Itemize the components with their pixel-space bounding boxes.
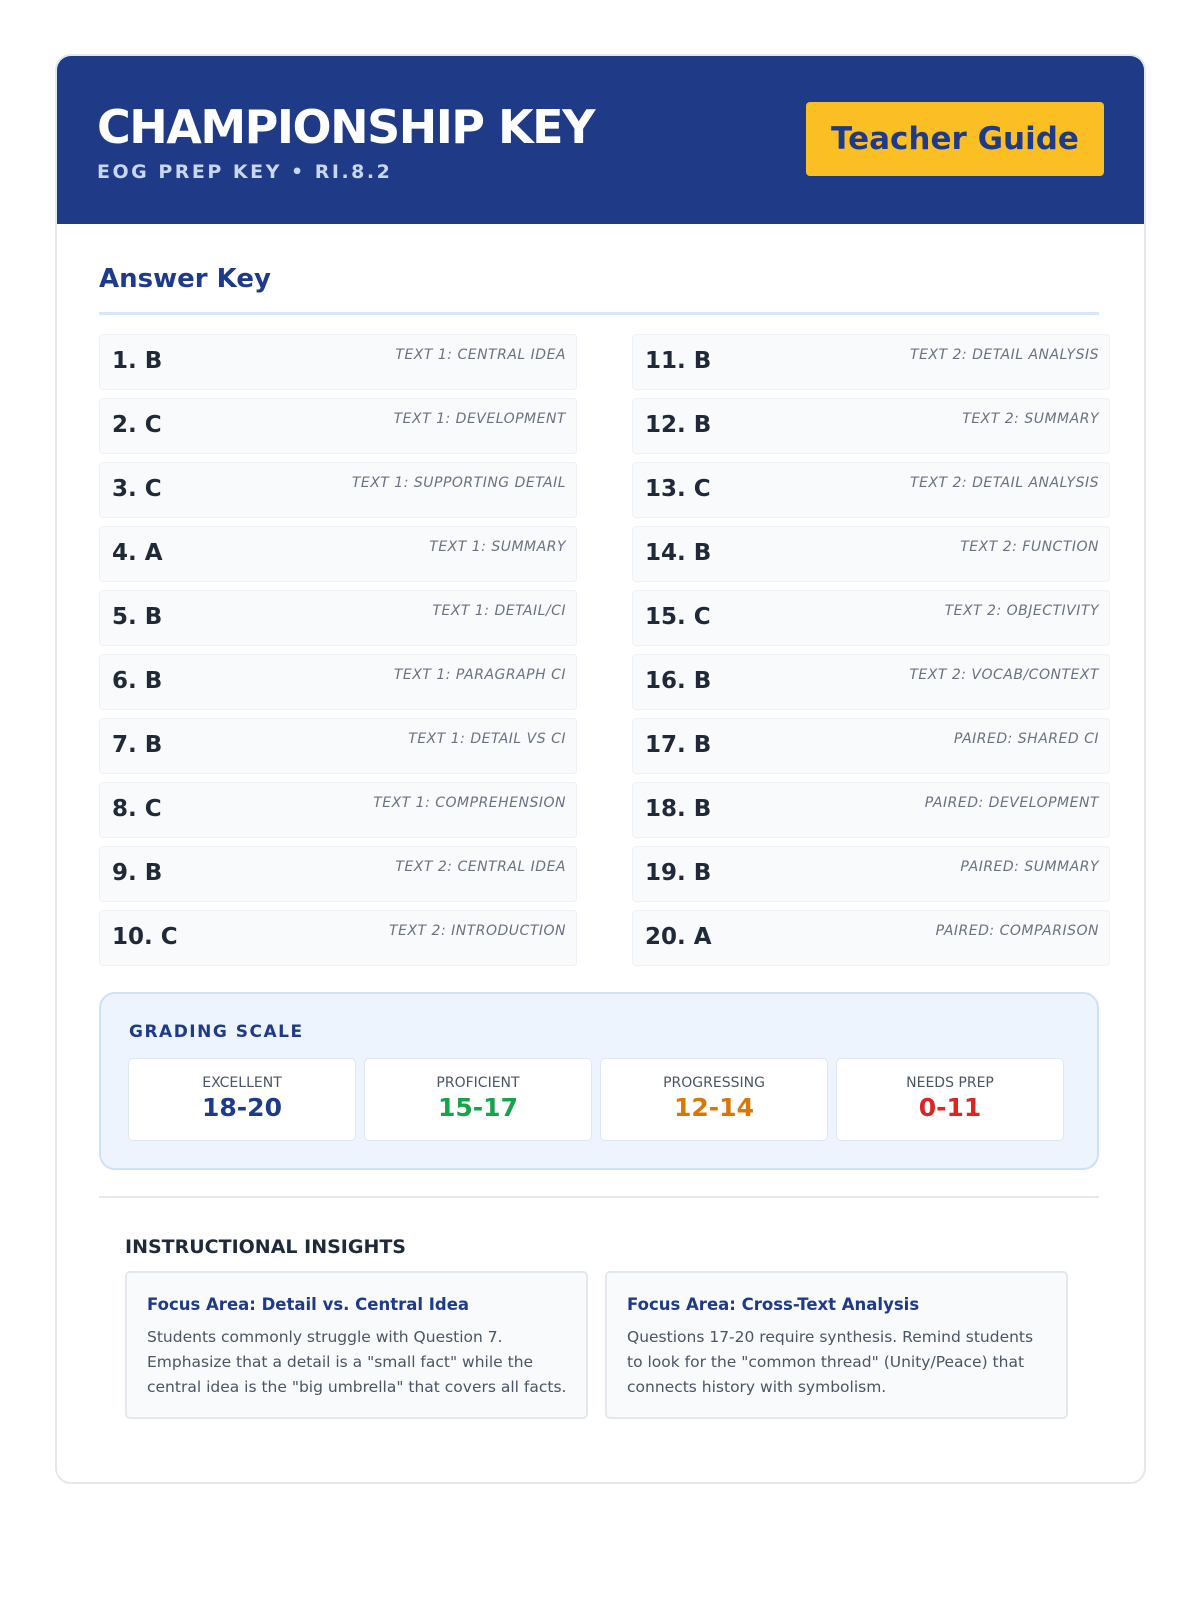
answer-text: 8. C bbox=[112, 796, 162, 822]
teacher-guide-button[interactable]: Teacher Guide bbox=[806, 102, 1104, 176]
answer-row bbox=[632, 462, 1110, 518]
grading-scale-panel bbox=[99, 992, 1099, 1170]
answer-row bbox=[99, 334, 577, 390]
skill-label: TEXT 1: PARAGRAPH CI bbox=[393, 667, 566, 683]
section-divider bbox=[99, 1196, 1099, 1198]
answer-column-left bbox=[99, 334, 577, 974]
skill-label: TEXT 1: DETAIL VS CI bbox=[408, 731, 566, 747]
scale-level-needs-prep bbox=[836, 1058, 1064, 1141]
answer-text: 10. C bbox=[112, 924, 178, 950]
scale-level-label: PROGRESSING bbox=[663, 1075, 765, 1091]
skill-label: TEXT 1: DETAIL/CI bbox=[432, 603, 566, 619]
answer-text: 3. C bbox=[112, 476, 162, 502]
header-banner bbox=[57, 56, 1144, 224]
answer-text: 16. B bbox=[645, 668, 712, 694]
insight-card bbox=[125, 1271, 588, 1419]
skill-label: TEXT 1: COMPREHENSION bbox=[373, 795, 566, 811]
answer-row bbox=[632, 910, 1110, 966]
section-divider bbox=[99, 312, 1099, 315]
answer-row bbox=[632, 718, 1110, 774]
page-subtitle: EOG PREP KEY • RI.8.2 bbox=[97, 161, 393, 183]
skill-label: TEXT 2: FUNCTION bbox=[960, 539, 1099, 555]
answer-text: 7. B bbox=[112, 732, 163, 758]
answer-row bbox=[632, 526, 1110, 582]
skill-label: TEXT 2: INTRODUCTION bbox=[389, 923, 566, 939]
skill-label: PAIRED: SHARED CI bbox=[953, 731, 1099, 747]
scale-level-range: 12-14 bbox=[674, 1093, 754, 1122]
answer-row bbox=[99, 526, 577, 582]
answer-column-right bbox=[632, 334, 1110, 974]
grading-scale-title: GRADING SCALE bbox=[129, 1022, 304, 1042]
answer-text: 9. B bbox=[112, 860, 163, 886]
insight-text: Students commonly struggle with Question 7. Emphasize that a detail is a "small fact" while the central idea is the "big umbrella" that covers all facts. bbox=[147, 1328, 567, 1396]
insights-heading: INSTRUCTIONAL INSIGHTS bbox=[125, 1236, 406, 1258]
skill-label: TEXT 1: DEVELOPMENT bbox=[393, 411, 566, 427]
answer-text: 19. B bbox=[645, 860, 712, 886]
answer-row bbox=[99, 718, 577, 774]
scale-level-excellent bbox=[128, 1058, 356, 1141]
answer-row bbox=[632, 398, 1110, 454]
scale-level-proficient bbox=[364, 1058, 592, 1141]
answer-text: 1. B bbox=[112, 348, 163, 374]
answer-text: 6. B bbox=[112, 668, 163, 694]
skill-label: TEXT 2: DETAIL ANALYSIS bbox=[910, 347, 1099, 363]
answer-text: 5. B bbox=[112, 604, 163, 630]
answer-text: 11. B bbox=[645, 348, 712, 374]
skill-label: TEXT 2: CENTRAL IDEA bbox=[395, 859, 566, 875]
answer-text: 13. C bbox=[645, 476, 711, 502]
page-title: CHAMPIONSHIP KEY bbox=[97, 100, 594, 154]
answer-key-card bbox=[55, 54, 1146, 1484]
skill-label: PAIRED: SUMMARY bbox=[960, 859, 1099, 875]
skill-label: TEXT 2: SUMMARY bbox=[962, 411, 1099, 427]
answer-text: 18. B bbox=[645, 796, 712, 822]
answer-row bbox=[99, 910, 577, 966]
answer-text: 14. B bbox=[645, 540, 712, 566]
answer-row bbox=[99, 846, 577, 902]
answer-row bbox=[99, 590, 577, 646]
answer-text: 20. A bbox=[645, 924, 712, 950]
insight-card bbox=[605, 1271, 1068, 1419]
answer-key-heading: Answer Key bbox=[99, 264, 271, 294]
skill-label: TEXT 1: SUMMARY bbox=[429, 539, 566, 555]
scale-level-range: 0-11 bbox=[918, 1093, 982, 1122]
answer-row bbox=[632, 846, 1110, 902]
scale-level-range: 15-17 bbox=[438, 1093, 518, 1122]
answer-row bbox=[99, 782, 577, 838]
answer-text: 4. A bbox=[112, 540, 163, 566]
skill-label: TEXT 2: OBJECTIVITY bbox=[944, 603, 1099, 619]
answer-row bbox=[99, 398, 577, 454]
answer-row bbox=[632, 590, 1110, 646]
answer-text: 17. B bbox=[645, 732, 712, 758]
skill-label: TEXT 1: CENTRAL IDEA bbox=[395, 347, 566, 363]
answer-row bbox=[632, 334, 1110, 390]
scale-level-range: 18-20 bbox=[202, 1093, 282, 1122]
answer-row bbox=[632, 654, 1110, 710]
skill-label: TEXT 2: DETAIL ANALYSIS bbox=[910, 475, 1099, 491]
answer-row bbox=[632, 782, 1110, 838]
insight-heading: Focus Area: Detail vs. Central Idea bbox=[147, 1295, 470, 1314]
scale-level-progressing bbox=[600, 1058, 828, 1141]
skill-label: PAIRED: COMPARISON bbox=[935, 923, 1099, 939]
scale-level-label: NEEDS PREP bbox=[906, 1075, 994, 1091]
skill-label: TEXT 1: SUPPORTING DETAIL bbox=[351, 475, 566, 491]
insight-heading: Focus Area: Cross-Text Analysis bbox=[627, 1295, 920, 1314]
scale-level-label: PROFICIENT bbox=[436, 1075, 520, 1091]
answer-text: 2. C bbox=[112, 412, 162, 438]
scale-level-label: EXCELLENT bbox=[202, 1075, 282, 1091]
answer-text: 12. B bbox=[645, 412, 712, 438]
answer-row bbox=[99, 654, 577, 710]
answer-row bbox=[99, 462, 577, 518]
answer-text: 15. C bbox=[645, 604, 711, 630]
skill-label: PAIRED: DEVELOPMENT bbox=[924, 795, 1099, 811]
skill-label: TEXT 2: VOCAB/CONTEXT bbox=[909, 667, 1099, 683]
insight-text: Questions 17-20 require synthesis. Remind students to look for the "common thread" (Unity/Peace) that connects history with symbolism. bbox=[627, 1328, 1034, 1396]
